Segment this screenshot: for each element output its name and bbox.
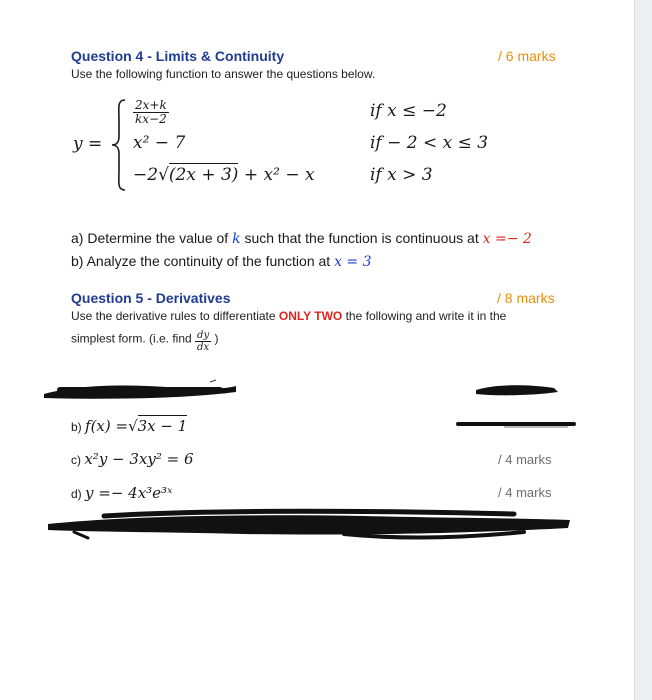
item-d-marks: / 4 marks (498, 485, 552, 500)
item-b (71, 417, 187, 435)
q5-line2-text: simplest form. (i.e. find (71, 331, 192, 346)
question-4-title: Question 4 - Limits & Continuity (71, 48, 285, 64)
item-d (71, 484, 172, 502)
question-5-instruction-line-2 (71, 326, 218, 353)
case-3-radicand: (2x + 3) (168, 165, 239, 185)
case-2-condition: if − 2 < x ≤ 3 (370, 133, 489, 153)
item-b-radicand: 3x − 1 (137, 417, 188, 435)
question-4-instruction: Use the following function to answer the questions below. (71, 67, 376, 81)
part-b-point: x = 3 (334, 254, 372, 270)
sqrt-symbol: √ (158, 165, 169, 185)
part-b (71, 253, 372, 270)
part-a-variable: k (232, 231, 241, 247)
case-3-prefix: −2 (133, 165, 159, 185)
question-5-title: Question 5 - Derivatives (71, 290, 231, 306)
q5-line2-close: ) (214, 331, 219, 346)
dx-denominator: dx (197, 342, 210, 353)
function-lhs: y = (73, 134, 103, 154)
dy-numerator: dy (197, 330, 210, 341)
redaction-scribble-marks-b (456, 418, 576, 430)
case-1-condition: if x ≤ −2 (370, 101, 447, 121)
redaction-scribble-marks-a (474, 382, 562, 398)
redaction-scribble-item-a (40, 378, 240, 402)
q5-instruction-text-2: the following and write it in the (345, 309, 507, 323)
case-2-expression: x² − 7 (133, 133, 186, 153)
part-a (71, 230, 532, 247)
question-5-marks: / 8 marks (497, 290, 555, 306)
redaction-scribble-item-e (44, 508, 574, 542)
item-b-sqrt-symbol: √ (128, 417, 138, 435)
part-b-text: b) Analyze the continuity of the function at (71, 253, 331, 269)
item-c (71, 450, 194, 468)
item-d-expression: y =− 4x³e³ˣ (85, 484, 173, 502)
item-b-label: b) (71, 420, 82, 434)
case-1-denominator: kx−2 (135, 112, 167, 126)
q5-instruction-emphasis: ONLY TWO (278, 309, 343, 323)
case-1-numerator: 2x+k (135, 98, 167, 112)
piecewise-brace (111, 98, 127, 192)
case-3-suffix: + x² − x (243, 165, 315, 185)
question-5-instruction (71, 309, 506, 323)
case-3-expression (133, 165, 315, 185)
case-3-condition: if x > 3 (370, 165, 433, 185)
part-a-text-1: a) Determine the value of (71, 230, 229, 246)
question-4-marks: / 6 marks (498, 48, 556, 64)
item-c-expression: x²y − 3xy² = 6 (84, 450, 194, 468)
item-c-marks: / 4 marks (498, 452, 552, 467)
q5-instruction-text-1: Use the derivative rules to differentiate (71, 309, 276, 323)
item-d-label: d) (71, 487, 82, 501)
case-1-expression (133, 99, 169, 126)
part-a-point: x =− 2 (482, 231, 532, 247)
page-edge (634, 0, 652, 700)
item-b-lhs: f(x) = (85, 417, 129, 435)
item-c-label: c) (71, 453, 81, 467)
part-a-text-2: such that the function is continuous at (244, 230, 479, 246)
